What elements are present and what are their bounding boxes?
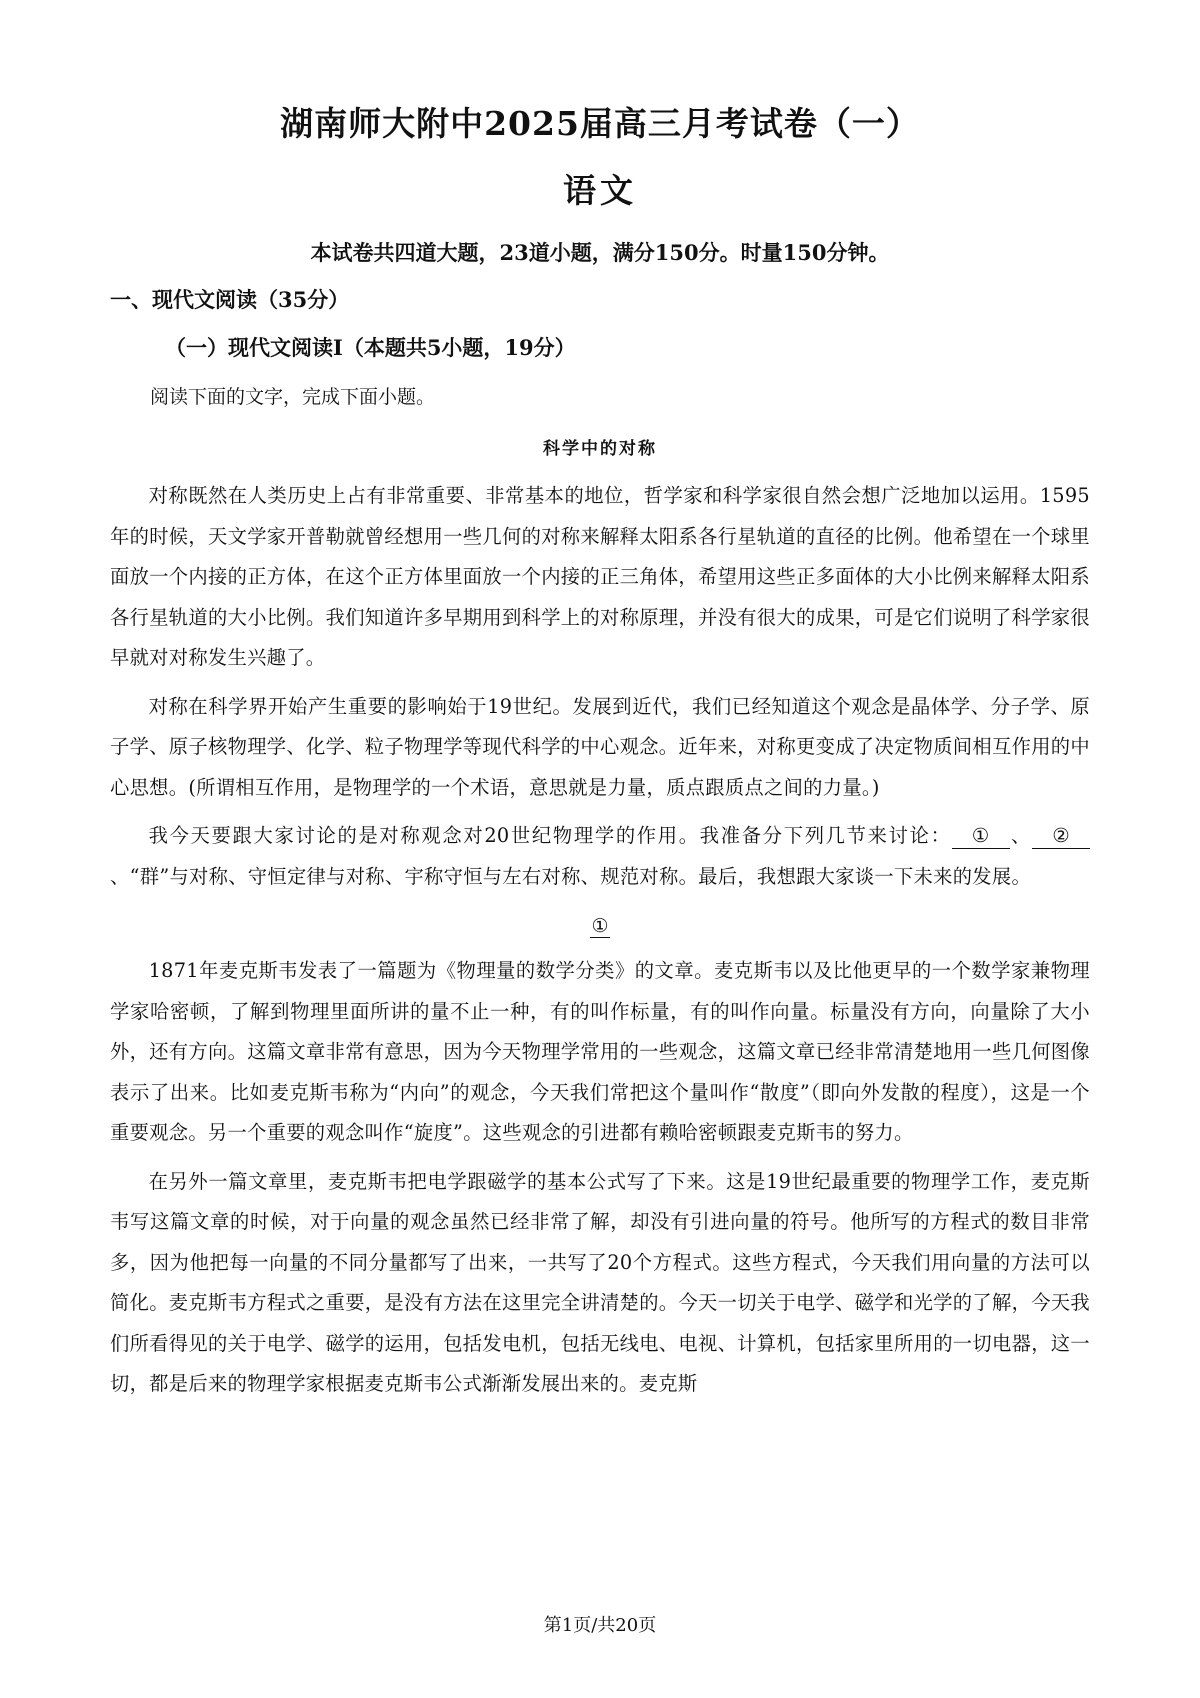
section-heading: 一、现代文阅读（35分）	[110, 287, 350, 312]
paragraph-3-separator: 、	[1009, 824, 1032, 847]
subsection-heading: （一）现代文阅读Ⅰ（本题共5小题，19分）	[165, 335, 576, 360]
blank-2: ②	[1032, 824, 1090, 849]
article-paragraph-5: 在另外一篇文章里，麦克斯韦把电学跟磁学的基本公式写了下来。这是19世纪最重要的物理学工作，麦克斯韦写这篇文章的时候，对于向量的观念虽然已经非常了解，却没有引进向量的符号。他所写的方程式的数目非常多，因为他把每一向量的不同分量都写了出来，一共写了20个方程式。这些方程式，今天我们用向量的方法可以简化。麦克斯韦方程式之重要，是没有方法在这里完全讲清楚的。今天一切关于电学、磁学和光学的了解，今天我们所看得见的关于电学、磁学的运用，包括发电机，包括无线电、电视、计算机，包括家里所用的一切电器，这一切，都是后来的物理学家根据麦克斯韦公式渐渐发展出来的。麦克斯	[110, 1169, 1090, 1395]
article-paragraph-1: 对称既然在人类历史上占有非常重要、非常基本的地位，哲学家和科学家很自然会想广泛地加以运用。1595年的时候，天文学家开普勒就曾经想用一些几何的对称来解释太阳系各行星轨道的直径的比例。他希望在一个球里面放一个内接的正方体，在这个正方体里面放一个内接的正三角体，希望用这些正多面体的大小比例来解释太阳系各行星轨道的大小比例。我们知道许多早期用到科学上的对称原理，并没有很大的成果，可是它们说明了科学家很早就对对称发生兴趣了。	[110, 484, 1090, 669]
paragraph-3-text-before: 我今天要跟大家讨论的是对称观念对20世纪物理学的作用。我准备分下列几节来讨论：	[148, 824, 952, 847]
exam-info: 本试卷共四道大题，23道小题，满分150分。时量150分钟。	[310, 240, 890, 265]
section-mark	[110, 909, 1090, 943]
paragraph-3-text-after: 、“群”与对称、守恒定律与对称、宇称守恒与左右对称、规范对称。最后，我想跟大家谈一下未来的发展。	[110, 864, 1032, 888]
article-paragraph-3	[110, 816, 1090, 897]
page-number: 第1页/共20页	[543, 1615, 657, 1636]
subject-title: 语文	[563, 171, 637, 210]
blank-1: ①	[952, 824, 1010, 849]
section-mark-number: ①	[591, 915, 609, 937]
article-paragraph-4: 1871年麦克斯韦发表了一篇题为《物理量的数学分类》的文章。麦克斯韦以及比他更早的一个数学家兼物理学家哈密顿，了解到物理里面所讲的量不止一种，有的叫作标量，有的叫作向量。标量没有方向，向量除了大小外，还有方向。这篇文章非常有意思，因为今天物理学常用的一些观念，这篇文章已经非常清楚地用一些几何图像表示了出来。比如麦克斯韦称为“内向”的观念，今天我们常把这个量叫作“散度”（即向外发散的程度），这是一个重要观念。另一个重要的观念叫作“旋度”。这些观念的引进都有赖哈密顿跟麦克斯韦的努力。	[110, 959, 1090, 1144]
article-paragraph-2: 对称在科学界开始产生重要的影响始于19世纪。发展到近代，我们已经知道这个观念是晶体学、分子学、原子学、原子核物理学、化学、粒子物理学等现代科学的中心观念。近年来，对称更变成了决定物质间相互作用的中心思想。(所谓相互作用，是物理学的一个术语，意思就是力量，质点跟质点之间的力量。)	[110, 694, 1090, 799]
article-body	[110, 476, 1090, 1405]
reading-instruction: 阅读下面的文字，完成下面小题。	[150, 386, 436, 408]
exam-title: 湖南师大附中2025届高三月考试卷（一）	[280, 104, 920, 143]
article-title: 科学中的对称	[543, 439, 657, 459]
